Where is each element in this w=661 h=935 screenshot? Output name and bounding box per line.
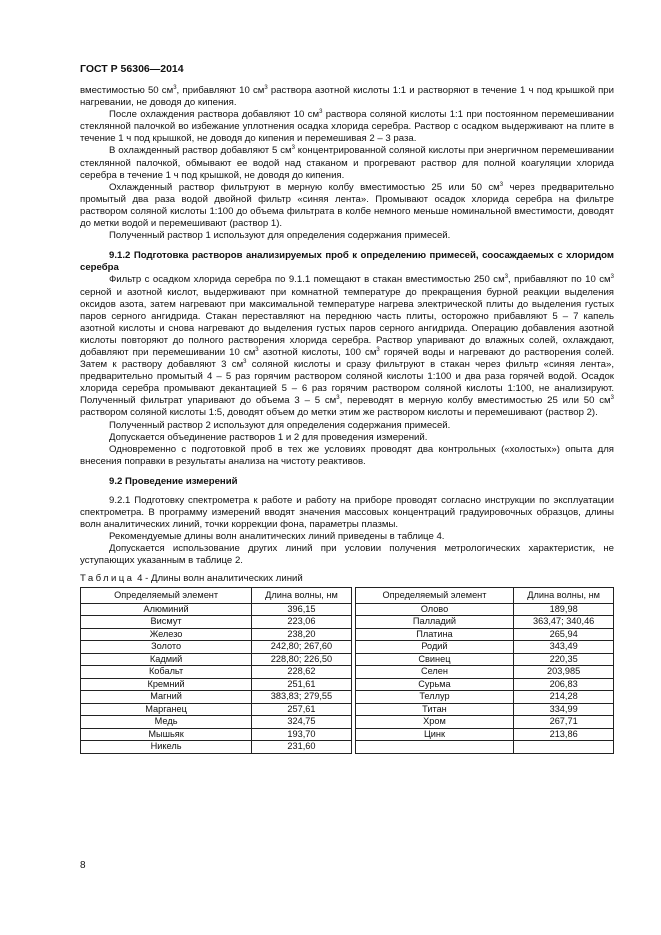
element-cell: Селен	[355, 666, 514, 679]
wavelength-cell: 223,06	[252, 616, 352, 629]
column-header: Определяемый элемент	[355, 587, 514, 603]
element-cell: Мышьяк	[81, 728, 252, 741]
element-cell: Железо	[81, 628, 252, 641]
paragraph: 9.2.1 Подготовку спектрометра к работе и работу на приборе проводят согласно инструкции по эксплуатации спектрометра. В программу измерений вводят значения массовых концентраций градуировочных образцов, длины волн аналитических линий, точки коррекции фона, параметры плазмы.	[80, 495, 614, 531]
wavelength-cell: 220,35	[514, 653, 614, 666]
paragraph: Охлажденный раствор фильтруют в мерную колбу вместимостью 25 или 50 $см^3$ через предварительно промытый два раза водой двойной фильтр «синяя лента». Промывают осадок хлорида серебра на фильтре раствором соляной кислоты 1:100 до объема фильтрата в колбе немного меньше номинальной вместимости, доводят до метки водой и перемешивают (раствор 1).	[80, 181, 614, 230]
element-cell: Сурьма	[355, 678, 514, 691]
element-cell: Цинк	[355, 728, 514, 741]
table-row	[81, 716, 614, 729]
wavelength-cell: 214,28	[514, 691, 614, 704]
wavelength-cell: 203,985	[514, 666, 614, 679]
element-cell: Платина	[355, 628, 514, 641]
element-cell: Палладий	[355, 616, 514, 629]
empty-cell	[355, 741, 514, 754]
paragraph: Допускается объединение растворов 1 и 2 для проведения измерений.	[109, 431, 428, 443]
table-row	[81, 741, 614, 754]
element-cell: Медь	[81, 716, 252, 729]
table-row	[81, 616, 614, 629]
element-cell: Олово	[355, 603, 514, 616]
wavelength-table	[80, 587, 614, 754]
column-header: Длина волны, нм	[252, 587, 352, 603]
paragraph: вместимостью 50 $см^3$, прибавляют 10 $см^3$ раствора азотной кислоты 1:1 и растворяют в течение 1 ч под крышкой при нагревании, не доводя до кипения.	[80, 84, 615, 109]
wavelength-cell: 242,80; 267,60	[252, 641, 352, 654]
table-row	[81, 678, 614, 691]
wavelength-cell: 334,99	[514, 703, 614, 716]
table-row	[81, 703, 614, 716]
paragraph: Допускается использование других линий при условии получения метрологических характеристик, не уступающих указанным в таблице 2.	[80, 543, 614, 567]
paragraph: Одновременно с подготовкой проб в тех же условиях проводят два контрольных («холостых») опыта для внесения поправки в результаты анализа на чистоту реактивов.	[80, 443, 614, 467]
wavelength-cell: 396,15	[252, 603, 352, 616]
element-cell: Никель	[81, 741, 252, 754]
wavelength-cell: 228,80; 226,50	[252, 653, 352, 666]
wavelength-cell: 383,83; 279,55	[252, 691, 352, 704]
wavelength-cell: 228,62	[252, 666, 352, 679]
empty-cell	[514, 741, 614, 754]
element-cell: Свинец	[355, 653, 514, 666]
standard-header: ГОСТ Р 56306—2014	[80, 63, 184, 75]
element-cell: Теллур	[355, 691, 514, 704]
element-cell: Золото	[81, 641, 252, 654]
paragraph: Рекомендуемые длины волн аналитических линий приведены в таблице 4.	[109, 531, 445, 543]
wavelength-cell: 189,98	[514, 603, 614, 616]
wavelength-cell: 193,70	[252, 728, 352, 741]
paragraph: Фильтр с осадком хлорида серебра по 9.1.1 помещают в стакан вместимостью 250 $см^3$, прибавляют по 10 $см^3$ серной и азотной кислот, выдерживают при комнатной температуре до прекращения бурной реакции выделения оксидов азота, затем нагревают при максимальной температуре нагрева электрической плиты до выделения густых паров серного ангидрида. Стакан переставляют на переднюю часть плиты, осторожно прибавляют 5 – 7 капель азотной кислоты и снова нагревают до выделения густых паров серного ангидрида. Операцию добавления азотной кислоты повторяют до полного растворения хлорида серебра. Раствор упаривают до влажных солей, охлаждают, добавляют при перемешивании 10 $см^3$ азотной кислоты, 100 $см^3$ горячей воды и нагревают до растворения солей. Затем к раствору добавляют 3 $см^3$ соляной кислоты и сразу фильтруют в стакан через фильтр «синяя лента», предварительно промытый 4 – 5 раз горячим раствором соляной кислоты 1:100 и два раза горячей водой. Осадок хлорида серебра промывают декантацией 5 – 6 раз горячим раствором соляной кислоты 1:100, не анализируют. Полученный фильтрат упаривают до объема 3 – 5 $см^3$, переводят в мерную колбу вместимостью 25 или 50 $см^3$ раствором соляной кислоты 1:5, доводят объем до метки этим же раствором кислоты и перемешивают (раствор 2).	[80, 274, 614, 419]
element-cell: Марганец	[81, 703, 252, 716]
element-cell: Кобальт	[81, 666, 252, 679]
element-cell: Кремний	[81, 678, 252, 691]
element-cell: Висмут	[81, 616, 252, 629]
wavelength-cell: 324,75	[252, 716, 352, 729]
wavelength-cell: 251,61	[252, 678, 352, 691]
wavelength-cell: 363,47; 340,46	[514, 616, 614, 629]
table-row	[81, 728, 614, 741]
element-cell: Кадмий	[81, 653, 252, 666]
element-cell: Титан	[355, 703, 514, 716]
paragraph: Полученный раствор 1 используют для определения содержания примесей.	[109, 230, 451, 242]
table-row	[81, 691, 614, 704]
page-number: 8	[80, 860, 86, 871]
wavelength-cell: 206,83	[514, 678, 614, 691]
wavelength-cell: 265,94	[514, 628, 614, 641]
document-body	[80, 85, 614, 754]
column-header: Длина волны, нм	[514, 587, 614, 603]
section-heading-9-1-2: 9.1.2 Подготовка растворов анализируемых проб к определению примесей, соосаждаемых с хлоридом серебра	[80, 250, 614, 274]
paragraph: Полученный раствор 2 используют для определения содержания примесей.	[109, 419, 451, 431]
element-cell: Хром	[355, 716, 514, 729]
table-row	[81, 653, 614, 666]
table-caption: Таблица 4 - Длины волн аналитических линий	[80, 572, 303, 584]
paragraph: В охлажденный раствор добавляют 5 $см^3$ концентрированной соляной кислоты при энергичном перемешивании стеклянной палочкой, обмывают ее водой над стаканом и прогревают раствор для полной коагуляции хлорида серебра в течение 1 ч под крышкой, не доводя до кипения.	[80, 145, 614, 181]
wavelength-cell: 267,71	[514, 716, 614, 729]
wavelength-cell: 343,49	[514, 641, 614, 654]
table-row	[81, 666, 614, 679]
table-row	[81, 603, 614, 616]
section-heading-9-2: 9.2 Проведение измерений	[109, 475, 238, 487]
wavelength-cell: 213,86	[514, 728, 614, 741]
wavelength-cell: 231,60	[252, 741, 352, 754]
element-cell: Родий	[355, 641, 514, 654]
table-row	[81, 628, 614, 641]
wavelength-cell: 238,20	[252, 628, 352, 641]
column-header: Определяемый элемент	[81, 587, 252, 603]
element-cell: Алюминий	[81, 603, 252, 616]
paragraph: После охлаждения раствора добавляют 10 $см^3$ раствора соляной кислоты 1:1 при постоянном перемешивании стеклянной палочкой во избежание уплотнения осадка хлорида серебра. Раствор с осадком выдерживают на плите в течение 1 ч под крышкой, не доводя до кипения и перемешивая 2 – 3 раза.	[80, 109, 615, 145]
table-header-row	[81, 587, 614, 603]
element-cell: Магний	[81, 691, 252, 704]
wavelength-cell: 257,61	[252, 703, 352, 716]
table-row	[81, 641, 614, 654]
